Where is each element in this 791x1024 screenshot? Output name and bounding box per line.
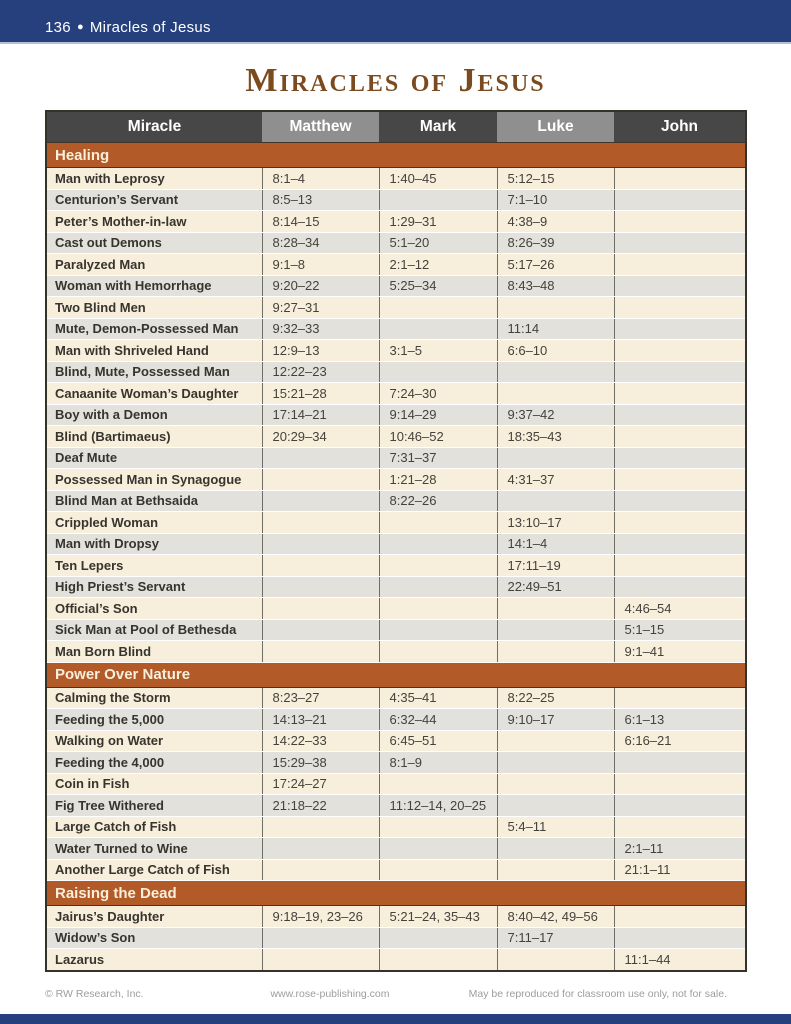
page-title: Miracles of Jesus [245, 62, 546, 99]
john-ref-cell [614, 555, 746, 577]
miracle-name-cell: Two Blind Men [46, 297, 262, 319]
running-header [45, 19, 211, 36]
mark-ref-cell: 3:1–5 [379, 340, 497, 362]
matthew-ref-cell [262, 469, 379, 491]
miracle-name-cell: Boy with a Demon [46, 404, 262, 426]
matthew-ref-cell: 9:32–33 [262, 318, 379, 340]
matthew-ref-cell [262, 927, 379, 949]
matthew-ref-cell: 17:14–21 [262, 404, 379, 426]
section-title: Raising the Dead [46, 881, 746, 906]
luke-ref-cell: 8:26–39 [497, 232, 614, 254]
matthew-ref-cell [262, 859, 379, 881]
matthew-ref-cell: 8:1–4 [262, 168, 379, 190]
miracle-name-cell: Lazarus [46, 949, 262, 971]
luke-ref-cell [497, 730, 614, 752]
matthew-ref-cell [262, 816, 379, 838]
luke-ref-cell: 18:35–43 [497, 426, 614, 448]
luke-ref-cell [497, 949, 614, 971]
john-ref-cell [614, 318, 746, 340]
luke-ref-cell: 6:6–10 [497, 340, 614, 362]
section-title: Healing [46, 143, 746, 168]
miracle-name-cell: Paralyzed Man [46, 254, 262, 276]
mark-ref-cell [379, 533, 497, 555]
mark-ref-cell: 4:35–41 [379, 687, 497, 709]
john-ref-cell: 2:1–11 [614, 838, 746, 860]
matthew-ref-cell [262, 490, 379, 512]
miracle-name-cell: Walking on Water [46, 730, 262, 752]
table-row [46, 859, 746, 881]
mark-ref-cell: 8:1–9 [379, 752, 497, 774]
matthew-ref-cell [262, 447, 379, 469]
matthew-ref-cell [262, 949, 379, 971]
mark-ref-cell [379, 949, 497, 971]
matthew-ref-cell: 9:18–19, 23–26 [262, 906, 379, 928]
bottom-bar [0, 1014, 791, 1024]
table-header [46, 111, 746, 143]
mark-ref-cell [379, 816, 497, 838]
mark-ref-cell [379, 773, 497, 795]
mark-ref-cell [379, 641, 497, 663]
john-ref-cell [614, 447, 746, 469]
running-header-title: Miracles of Jesus [89, 19, 211, 36]
table-row [46, 469, 746, 491]
table-row [46, 906, 746, 928]
john-ref-cell [614, 816, 746, 838]
mark-ref-cell [379, 598, 497, 620]
table-row [46, 927, 746, 949]
matthew-ref-cell: 14:22–33 [262, 730, 379, 752]
luke-ref-cell [497, 361, 614, 383]
table-row [46, 619, 746, 641]
john-ref-cell [614, 533, 746, 555]
table-row [46, 555, 746, 577]
luke-ref-cell [497, 859, 614, 881]
matthew-ref-cell: 8:28–34 [262, 232, 379, 254]
mark-ref-cell: 8:22–26 [379, 490, 497, 512]
table-row [46, 211, 746, 233]
mark-ref-cell [379, 555, 497, 577]
john-ref-cell [614, 469, 746, 491]
mark-ref-cell: 10:46–52 [379, 426, 497, 448]
miracle-name-cell: Man with Shriveled Hand [46, 340, 262, 362]
luke-ref-cell: 7:1–10 [497, 189, 614, 211]
table-row [46, 318, 746, 340]
luke-ref-cell [497, 447, 614, 469]
matthew-ref-cell [262, 576, 379, 598]
miracle-name-cell: Crippled Woman [46, 512, 262, 534]
column-header-mark: Mark [379, 111, 497, 143]
matthew-ref-cell [262, 619, 379, 641]
luke-ref-cell [497, 641, 614, 663]
section-title: Power Over Nature [46, 662, 746, 687]
table-row [46, 730, 746, 752]
mark-ref-cell [379, 297, 497, 319]
mark-ref-cell [379, 619, 497, 641]
john-ref-cell [614, 576, 746, 598]
luke-ref-cell: 8:43–48 [497, 275, 614, 297]
matthew-ref-cell: 8:14–15 [262, 211, 379, 233]
table-row [46, 168, 746, 190]
table-row [46, 795, 746, 817]
luke-ref-cell [497, 773, 614, 795]
luke-ref-cell: 5:17–26 [497, 254, 614, 276]
miracle-name-cell: Another Large Catch of Fish [46, 859, 262, 881]
matthew-ref-cell [262, 512, 379, 534]
table-row [46, 598, 746, 620]
miracle-name-cell: Man with Dropsy [46, 533, 262, 555]
matthew-ref-cell [262, 555, 379, 577]
section-header-row [46, 143, 746, 168]
matthew-ref-cell: 15:29–38 [262, 752, 379, 774]
table-row [46, 533, 746, 555]
matthew-ref-cell: 17:24–27 [262, 773, 379, 795]
mark-ref-cell: 6:32–44 [379, 709, 497, 731]
mark-ref-cell: 7:31–37 [379, 447, 497, 469]
luke-ref-cell [497, 619, 614, 641]
john-ref-cell [614, 340, 746, 362]
luke-ref-cell [497, 383, 614, 405]
miracle-name-cell: Canaanite Woman’s Daughter [46, 383, 262, 405]
table-row [46, 709, 746, 731]
matthew-ref-cell: 9:20–22 [262, 275, 379, 297]
table-row [46, 254, 746, 276]
miracle-name-cell: Blind (Bartimaeus) [46, 426, 262, 448]
miracle-name-cell: Large Catch of Fish [46, 816, 262, 838]
mark-ref-cell: 5:1–20 [379, 232, 497, 254]
footer-license: May be reproduced for classroom use only, not for sale. [468, 988, 727, 1000]
table-row [46, 426, 746, 448]
john-ref-cell [614, 211, 746, 233]
section-header-row [46, 881, 746, 906]
luke-ref-cell [497, 838, 614, 860]
john-ref-cell [614, 404, 746, 426]
miracle-name-cell: Feeding the 4,000 [46, 752, 262, 774]
mark-ref-cell: 1:21–28 [379, 469, 497, 491]
miracle-name-cell: Possessed Man in Synagogue [46, 469, 262, 491]
table-row [46, 340, 746, 362]
mark-ref-cell: 5:21–24, 35–43 [379, 906, 497, 928]
miracle-name-cell: Blind, Mute, Possessed Man [46, 361, 262, 383]
footer-copyright: © RW Research, Inc. [45, 988, 144, 1000]
matthew-ref-cell [262, 641, 379, 663]
mark-ref-cell: 5:25–34 [379, 275, 497, 297]
mark-ref-cell: 11:12–14, 20–25 [379, 795, 497, 817]
table-row [46, 641, 746, 663]
miracle-name-cell: Coin in Fish [46, 773, 262, 795]
john-ref-cell [614, 490, 746, 512]
luke-ref-cell: 8:22–25 [497, 687, 614, 709]
table-row [46, 404, 746, 426]
table-row [46, 816, 746, 838]
table-row [46, 687, 746, 709]
miracle-name-cell: Man Born Blind [46, 641, 262, 663]
john-ref-cell [614, 512, 746, 534]
table-row [46, 232, 746, 254]
john-ref-cell: 5:1–15 [614, 619, 746, 641]
column-header-matthew: Matthew [262, 111, 379, 143]
john-ref-cell [614, 254, 746, 276]
mark-ref-cell [379, 927, 497, 949]
miracles-table [45, 110, 747, 972]
table-row [46, 447, 746, 469]
bullet-icon: ● [76, 21, 84, 33]
miracle-name-cell: Widow’s Son [46, 927, 262, 949]
luke-ref-cell [497, 297, 614, 319]
miracle-name-cell: Man with Leprosy [46, 168, 262, 190]
luke-ref-cell: 8:40–42, 49–56 [497, 906, 614, 928]
page-number: 136 [45, 19, 71, 36]
matthew-ref-cell: 15:21–28 [262, 383, 379, 405]
top-header-bar [0, 0, 791, 44]
john-ref-cell: 6:1–13 [614, 709, 746, 731]
luke-ref-cell: 4:38–9 [497, 211, 614, 233]
luke-ref-cell: 11:14 [497, 318, 614, 340]
john-ref-cell [614, 906, 746, 928]
matthew-ref-cell: 12:22–23 [262, 361, 379, 383]
john-ref-cell [614, 383, 746, 405]
john-ref-cell: 4:46–54 [614, 598, 746, 620]
mark-ref-cell [379, 361, 497, 383]
mark-ref-cell [379, 838, 497, 860]
john-ref-cell [614, 189, 746, 211]
matthew-ref-cell: 12:9–13 [262, 340, 379, 362]
luke-ref-cell [497, 795, 614, 817]
miracle-name-cell: Official’s Son [46, 598, 262, 620]
john-ref-cell [614, 687, 746, 709]
column-header-miracle: Miracle [46, 111, 262, 143]
column-header-luke: Luke [497, 111, 614, 143]
matthew-ref-cell: 8:5–13 [262, 189, 379, 211]
mark-ref-cell: 7:24–30 [379, 383, 497, 405]
matthew-ref-cell: 20:29–34 [262, 426, 379, 448]
luke-ref-cell [497, 598, 614, 620]
miracle-name-cell: Jairus’s Daughter [46, 906, 262, 928]
mark-ref-cell [379, 189, 497, 211]
mark-ref-cell: 1:40–45 [379, 168, 497, 190]
mark-ref-cell: 6:45–51 [379, 730, 497, 752]
matthew-ref-cell [262, 598, 379, 620]
mark-ref-cell [379, 318, 497, 340]
john-ref-cell [614, 297, 746, 319]
miracle-name-cell: Cast out Demons [46, 232, 262, 254]
matthew-ref-cell: 21:18–22 [262, 795, 379, 817]
matthew-ref-cell: 14:13–21 [262, 709, 379, 731]
table-row [46, 512, 746, 534]
john-ref-cell [614, 361, 746, 383]
table-row [46, 838, 746, 860]
john-ref-cell [614, 752, 746, 774]
table-row [46, 189, 746, 211]
luke-ref-cell: 13:10–17 [497, 512, 614, 534]
john-ref-cell: 6:16–21 [614, 730, 746, 752]
miracle-name-cell: Feeding the 5,000 [46, 709, 262, 731]
table-row [46, 752, 746, 774]
miracle-name-cell: Fig Tree Withered [46, 795, 262, 817]
table-body [46, 143, 746, 971]
john-ref-cell [614, 795, 746, 817]
luke-ref-cell: 5:4–11 [497, 816, 614, 838]
table-row [46, 275, 746, 297]
luke-ref-cell [497, 752, 614, 774]
luke-ref-cell: 14:1–4 [497, 533, 614, 555]
table-row [46, 949, 746, 971]
miracle-name-cell: Sick Man at Pool of Bethesda [46, 619, 262, 641]
luke-ref-cell: 9:10–17 [497, 709, 614, 731]
miracle-name-cell: Deaf Mute [46, 447, 262, 469]
john-ref-cell [614, 275, 746, 297]
mark-ref-cell [379, 576, 497, 598]
miracle-name-cell: Ten Lepers [46, 555, 262, 577]
mark-ref-cell: 1:29–31 [379, 211, 497, 233]
column-header-john: John [614, 111, 746, 143]
john-ref-cell [614, 168, 746, 190]
mark-ref-cell: 2:1–12 [379, 254, 497, 276]
header-row [46, 111, 746, 143]
miracle-name-cell: Mute, Demon-Possessed Man [46, 318, 262, 340]
mark-ref-cell: 9:14–29 [379, 404, 497, 426]
john-ref-cell [614, 773, 746, 795]
miracle-name-cell: Centurion’s Servant [46, 189, 262, 211]
table-row [46, 361, 746, 383]
mark-ref-cell [379, 859, 497, 881]
miracle-name-cell: Calming the Storm [46, 687, 262, 709]
miracle-name-cell: Water Turned to Wine [46, 838, 262, 860]
luke-ref-cell: 9:37–42 [497, 404, 614, 426]
matthew-ref-cell [262, 838, 379, 860]
john-ref-cell: 9:1–41 [614, 641, 746, 663]
john-ref-cell [614, 927, 746, 949]
matthew-ref-cell: 9:27–31 [262, 297, 379, 319]
table-row [46, 576, 746, 598]
luke-ref-cell: 4:31–37 [497, 469, 614, 491]
luke-ref-cell [497, 490, 614, 512]
john-ref-cell [614, 232, 746, 254]
luke-ref-cell: 5:12–15 [497, 168, 614, 190]
section-header-row [46, 662, 746, 687]
miracle-name-cell: Blind Man at Bethsaida [46, 490, 262, 512]
table-row [46, 490, 746, 512]
luke-ref-cell: 22:49–51 [497, 576, 614, 598]
miracle-name-cell: Peter’s Mother-in-law [46, 211, 262, 233]
miracle-name-cell: High Priest’s Servant [46, 576, 262, 598]
john-ref-cell [614, 426, 746, 448]
luke-ref-cell: 17:11–19 [497, 555, 614, 577]
matthew-ref-cell: 8:23–27 [262, 687, 379, 709]
mark-ref-cell [379, 512, 497, 534]
john-ref-cell: 11:1–44 [614, 949, 746, 971]
matthew-ref-cell [262, 533, 379, 555]
table-row [46, 383, 746, 405]
table-row [46, 297, 746, 319]
miracle-name-cell: Woman with Hemorrhage [46, 275, 262, 297]
luke-ref-cell: 7:11–17 [497, 927, 614, 949]
footer-website: www.rose-publishing.com [270, 988, 390, 1000]
matthew-ref-cell: 9:1–8 [262, 254, 379, 276]
table-row [46, 773, 746, 795]
john-ref-cell: 21:1–11 [614, 859, 746, 881]
